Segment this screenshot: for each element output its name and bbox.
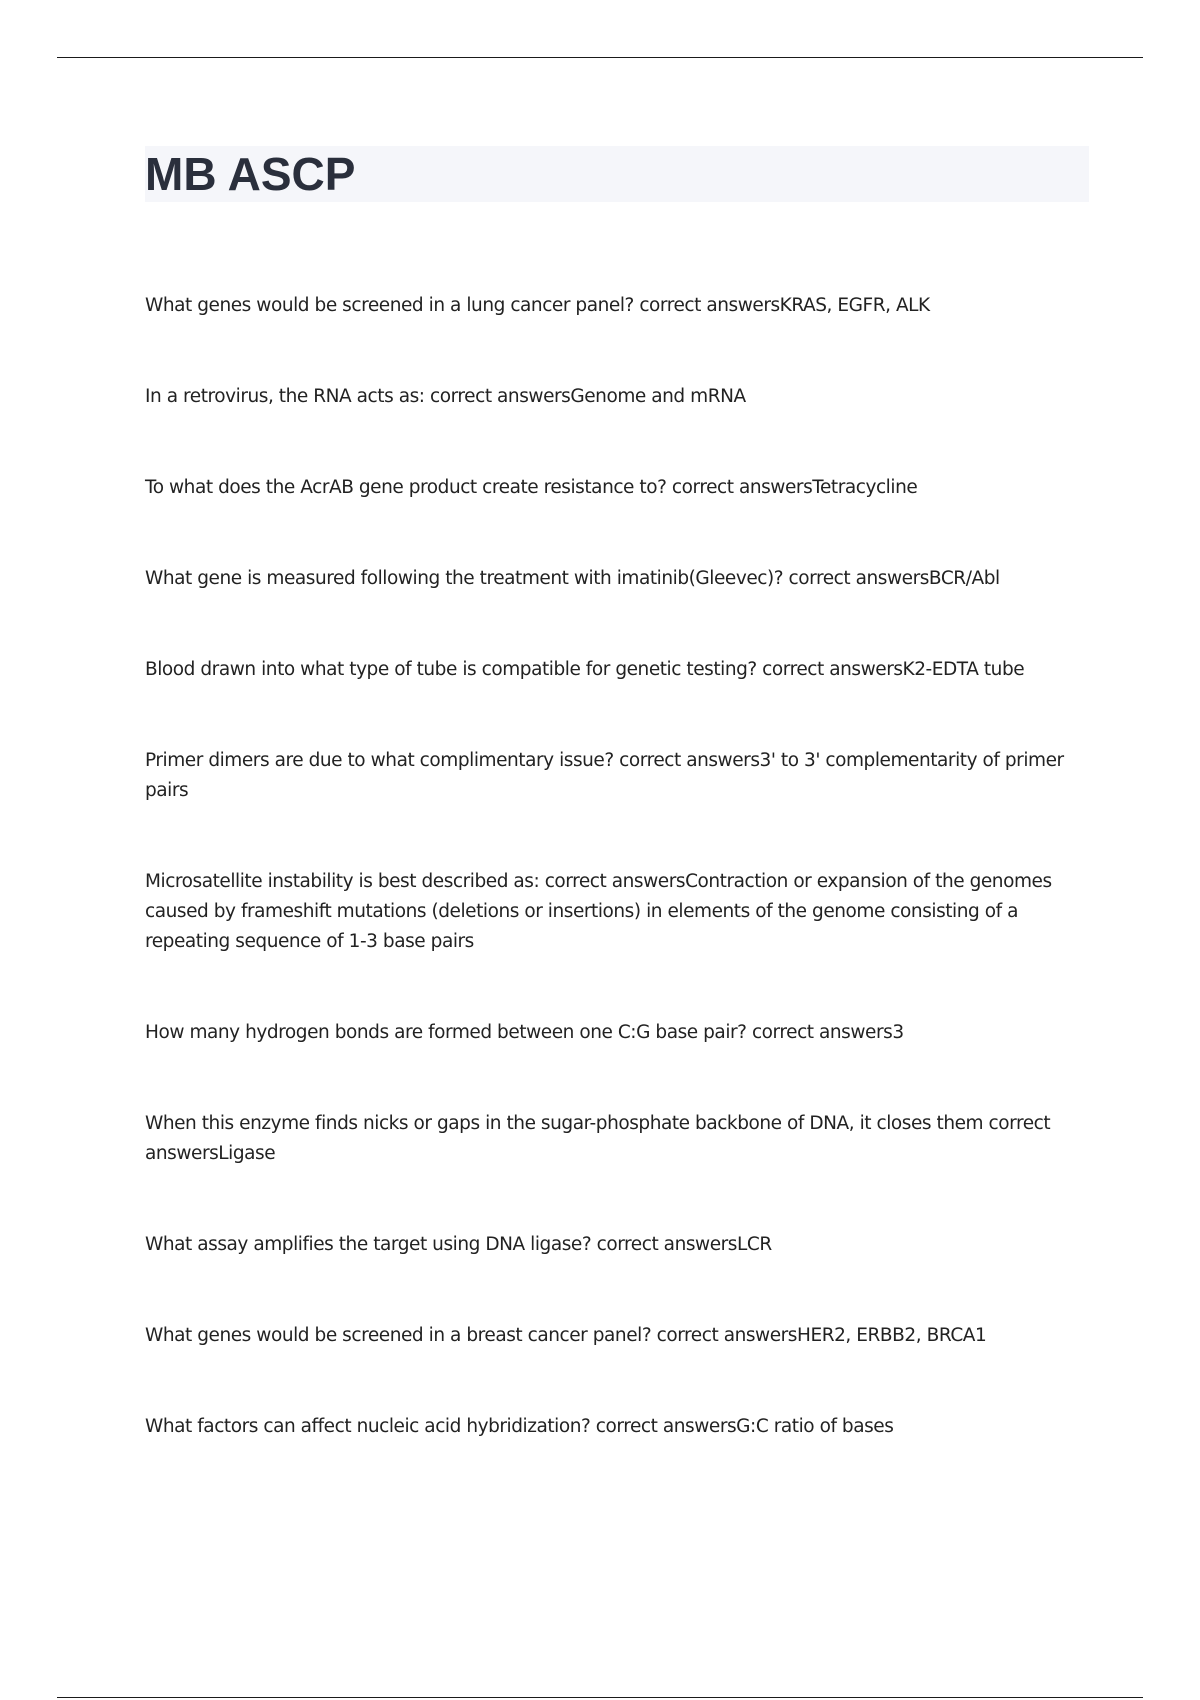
bottom-divider	[57, 1697, 1143, 1698]
top-divider	[57, 57, 1143, 58]
document-title: MB ASCP	[145, 148, 356, 200]
qa-item: What genes would be screened in a lung cancer panel? correct answersKRAS, EGFR, ALK	[145, 295, 930, 316]
qa-item: What factors can affect nucleic acid hybridization? correct answersG:C ratio of bases	[145, 1416, 894, 1437]
qa-item: Primer dimers are due to what complimentary issue? correct answers3' to 3' complementarity of primer pairs	[145, 750, 1064, 801]
qa-item: In a retrovirus, the RNA acts as: correct answersGenome and mRNA	[145, 386, 746, 407]
qa-item: Blood drawn into what type of tube is compatible for genetic testing? correct answersK2-EDTA tube	[145, 659, 1025, 680]
qa-item: What assay amplifies the target using DNA ligase? correct answersLCR	[145, 1234, 772, 1255]
qa-item: What genes would be screened in a breast cancer panel? correct answersHER2, ERBB2, BRCA1	[145, 1325, 987, 1346]
qa-item: Microsatellite instability is best described as: correct answersContraction or expansion of the genomes caused by frameshift mutations (deletions or insertions) in elements of the genome consisting of a repeating sequence of 1-3 base pairs	[145, 871, 1052, 952]
qa-list	[145, 291, 1085, 1503]
qa-item: To what does the AcrAB gene product create resistance to? correct answersTetracycline	[145, 477, 918, 498]
qa-item: What gene is measured following the treatment with imatinib(Gleevec)? correct answersBCR/Abl	[145, 568, 1000, 589]
qa-item: When this enzyme finds nicks or gaps in the sugar-phosphate backbone of DNA, it closes them correct answersLigase	[145, 1113, 1051, 1164]
qa-item: How many hydrogen bonds are formed between one C:G base pair? correct answers3	[145, 1022, 904, 1043]
